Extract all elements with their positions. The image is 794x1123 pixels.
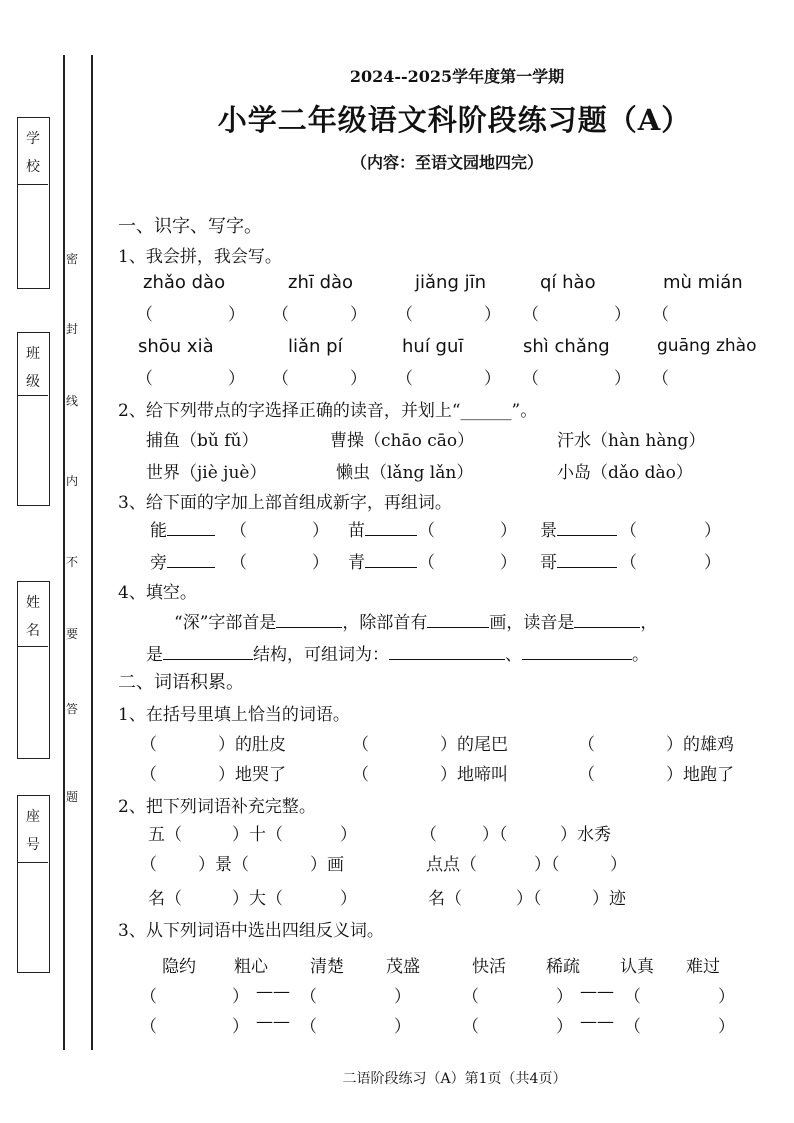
paren-open: （ (652, 305, 669, 325)
paren-close: ） (614, 369, 631, 389)
class-separator (18, 395, 48, 396)
radical-blank[interactable] (167, 550, 215, 568)
radical-item (150, 548, 215, 573)
idiom-part: ）水秀 (560, 825, 611, 845)
question-1-3-title: 3、给下面的字加上部首组成新字，再组词。 (118, 493, 452, 513)
class-label-2: 级 (26, 374, 40, 390)
paren-close: ） (350, 305, 367, 325)
word-option: 粗心 (234, 957, 268, 977)
radical-blank[interactable] (557, 518, 617, 536)
pinyin-1: zhǎo dào (143, 272, 226, 293)
reading-choice-4: 世界（jiè juè） (146, 463, 267, 483)
pinyin-3: jiǎng jīn (415, 272, 486, 293)
paren-open: （ (652, 369, 669, 389)
question-1-2-title: 2、给下列带点的字选择正确的读音，并划上“______”。 (118, 401, 538, 421)
term-line: 2024--2025学年度第一学期 (349, 67, 565, 86)
fill-text: ， (640, 613, 658, 633)
paren-close: ） (556, 987, 573, 1007)
paren-open: （ (140, 765, 157, 785)
paren-close: ） (312, 521, 329, 541)
antonym-dash: —— (256, 982, 290, 1002)
paren-close: ） (228, 369, 245, 389)
school-field[interactable] (17, 117, 50, 289)
paren-close: ） (232, 1017, 249, 1037)
paren-close: ） (232, 987, 249, 1007)
paren-open: （ (352, 735, 369, 755)
seal-char-1: 密 (65, 252, 78, 266)
reading-choice-2: 曹操（chāo cāo） (330, 431, 475, 451)
paren-open: （ (418, 553, 435, 573)
seal-char-7: 答 (65, 702, 78, 716)
seat-label-2: 号 (26, 837, 40, 853)
question-1-1-title: 1、我会拼，我会写。 (118, 247, 282, 267)
paren-close: ） (500, 553, 517, 573)
idiom-part: ）画 (310, 855, 344, 875)
paren-open: （ (396, 369, 413, 389)
radical-blank[interactable] (365, 518, 417, 536)
word-option: 快活 (472, 957, 506, 977)
page-footer: 二语阶段练习（A）第1页（共4页） (342, 1071, 567, 1087)
radical-item (150, 516, 215, 541)
seal-char-3: 线 (65, 394, 78, 408)
paren-close: ） (704, 553, 721, 573)
phrase-item: ）的雄鸡 (666, 735, 734, 755)
paren-close: ） (718, 1017, 735, 1037)
paren-close: ） (556, 1017, 573, 1037)
margin-line-right (91, 55, 93, 1050)
base-char: 能 (150, 521, 167, 541)
fill-text: 画，读音是 (489, 613, 575, 633)
idiom-part: ） (340, 825, 357, 845)
word-option: 茂盛 (386, 957, 420, 977)
seat-label-1: 座 (26, 809, 40, 825)
pinyin-6: shōu xià (138, 336, 214, 357)
school-label-2: 校 (26, 159, 40, 175)
fill-blank[interactable] (427, 610, 489, 628)
paren-open: （ (230, 553, 247, 573)
seal-char-4: 内 (65, 474, 78, 488)
fill-text: 结构，可组词为： (253, 645, 389, 665)
idiom-part: 点点（ (426, 855, 477, 875)
name-label-2: 名 (26, 623, 40, 639)
paren-close: ） (350, 369, 367, 389)
reading-choice-3: 汗水（hàn hàng） (557, 431, 706, 451)
reading-choice-1: 捕鱼（bǔ fǔ） (146, 431, 259, 451)
radical-blank[interactable] (557, 550, 617, 568)
idiom-part: ） (610, 855, 627, 875)
paren-open: （ (522, 305, 539, 325)
name-field[interactable] (17, 581, 50, 759)
pinyin-4: qí hào (540, 272, 596, 293)
paren-open: （ (272, 305, 289, 325)
paren-open: （ (352, 765, 369, 785)
base-char: 景 (540, 521, 557, 541)
paren-close: ） (312, 553, 329, 573)
fill-blank[interactable] (389, 642, 505, 660)
antonym-dash: —— (256, 1012, 290, 1032)
idiom-part: ）十（ (232, 825, 283, 845)
school-label-1: 学 (26, 131, 40, 147)
fill-blank[interactable] (522, 642, 632, 660)
paren-open: （ (462, 987, 479, 1007)
fill-text: ，除部首有 (342, 613, 428, 633)
section-heading-1: 一、识字、写字。 (118, 216, 262, 237)
idiom-part: （ (420, 825, 437, 845)
section-heading-2: 二、词语积累。 (118, 672, 244, 693)
idiom-part: ）（ (482, 825, 508, 845)
seat-field[interactable] (17, 795, 50, 973)
paren-close: ） (500, 521, 517, 541)
paren-open: （ (230, 521, 247, 541)
paren-open: （ (136, 305, 153, 325)
word-option: 难过 (686, 957, 720, 977)
school-separator (18, 184, 48, 185)
paren-open: （ (462, 1017, 479, 1037)
fill-text: “深”字部首是 (174, 613, 277, 633)
paren-open: （ (522, 369, 539, 389)
question-2-2-title: 2、把下列词语补充完整。 (118, 797, 316, 817)
word-option: 稀疏 (546, 957, 580, 977)
paren-close: ） (394, 1017, 411, 1037)
paren-close: ） (704, 521, 721, 541)
idiom-part: （ (140, 855, 157, 875)
pinyin-2: zhī dào (288, 272, 354, 293)
seal-char-2: 封 (65, 322, 78, 336)
paren-open: （ (136, 369, 153, 389)
phrase-item: ）地啼叫 (440, 765, 508, 785)
radical-blank[interactable] (365, 550, 417, 568)
paren-open: （ (620, 553, 637, 573)
paren-close: ） (484, 305, 501, 325)
phrase-item: ）地哭了 (218, 765, 286, 785)
pinyin-9: shì chǎng (523, 336, 610, 357)
pinyin-8: huí guī (402, 336, 464, 357)
pinyin-7: liǎn pí (288, 336, 343, 357)
paren-open: （ (300, 1017, 317, 1037)
paren-open: （ (578, 765, 595, 785)
paren-close: ） (718, 987, 735, 1007)
base-char: 旁 (150, 553, 167, 573)
fill-blank[interactable] (276, 610, 342, 628)
class-label-1: 班 (26, 346, 40, 362)
seat-separator (18, 862, 48, 863)
class-field[interactable] (17, 332, 50, 506)
idiom-part: ）（ (534, 855, 560, 875)
paren-close: ） (228, 305, 245, 325)
paren-open: （ (620, 521, 637, 541)
antonym-dash: —— (580, 982, 614, 1002)
reading-choice-5: 懒虫（lǎng lǎn） (336, 463, 474, 483)
question-2-1-title: 1、在括号里填上恰当的词语。 (118, 705, 350, 725)
fill-line-2 (146, 640, 649, 665)
radical-item (348, 516, 417, 541)
name-label-1: 姓 (26, 595, 40, 611)
base-char: 青 (348, 553, 365, 573)
question-1-4-title: 4、填空。 (118, 583, 197, 603)
idiom-part: 名（ (148, 889, 182, 909)
seal-char-5: 不 (65, 555, 78, 569)
pinyin-5: mù mián (663, 272, 743, 293)
seal-char-6: 要 (65, 627, 78, 641)
base-char: 哥 (540, 553, 557, 573)
phrase-item: ）地跑了 (666, 765, 734, 785)
phrase-item: ）的肚皮 (218, 735, 286, 755)
word-option: 隐约 (162, 957, 196, 977)
paren-close: ） (484, 369, 501, 389)
phrase-item: ）的尾巴 (440, 735, 508, 755)
content-scope: （内容：至语文园地四完） (350, 153, 543, 172)
fill-blank[interactable] (574, 610, 640, 628)
fill-text: 是 (146, 645, 163, 665)
base-char: 苗 (348, 521, 365, 541)
paren-close: ） (394, 987, 411, 1007)
fill-text: 。 (632, 645, 649, 665)
radical-item (540, 548, 617, 573)
fill-blank[interactable] (163, 642, 253, 660)
page-title: 小学二年级语文科阶段练习题（A） (217, 103, 692, 137)
pinyin-10: guāng zhào (657, 336, 757, 356)
question-2-3-title: 3、从下列词语中选出四组反义词。 (118, 921, 384, 941)
radical-item (348, 548, 417, 573)
idiom-part: 五（ (148, 825, 182, 845)
paren-open: （ (396, 305, 413, 325)
fill-line-1 (174, 608, 657, 633)
radical-item (540, 516, 617, 541)
paren-open: （ (140, 1017, 157, 1037)
word-option: 清楚 (310, 957, 344, 977)
reading-choice-6: 小岛（dǎo dào） (557, 463, 693, 483)
paren-open: （ (624, 987, 641, 1007)
idiom-part: ）（ (516, 889, 542, 909)
seal-char-8: 题 (65, 790, 78, 804)
paren-open: （ (140, 987, 157, 1007)
idiom-part: ） (340, 889, 357, 909)
radical-blank[interactable] (167, 518, 215, 536)
fill-text: 、 (505, 645, 522, 665)
idiom-part: 名（ (428, 889, 462, 909)
paren-close: ） (614, 305, 631, 325)
name-separator (18, 646, 48, 647)
paren-open: （ (272, 369, 289, 389)
paren-open: （ (624, 1017, 641, 1037)
idiom-part: ）景（ (198, 855, 249, 875)
idiom-part: ）迹 (592, 889, 626, 909)
paren-open: （ (418, 521, 435, 541)
word-option: 认真 (620, 957, 654, 977)
paren-open: （ (300, 987, 317, 1007)
paren-open: （ (140, 735, 157, 755)
paren-open: （ (578, 735, 595, 755)
idiom-part: ）大（ (232, 889, 283, 909)
antonym-dash: —— (580, 1012, 614, 1032)
